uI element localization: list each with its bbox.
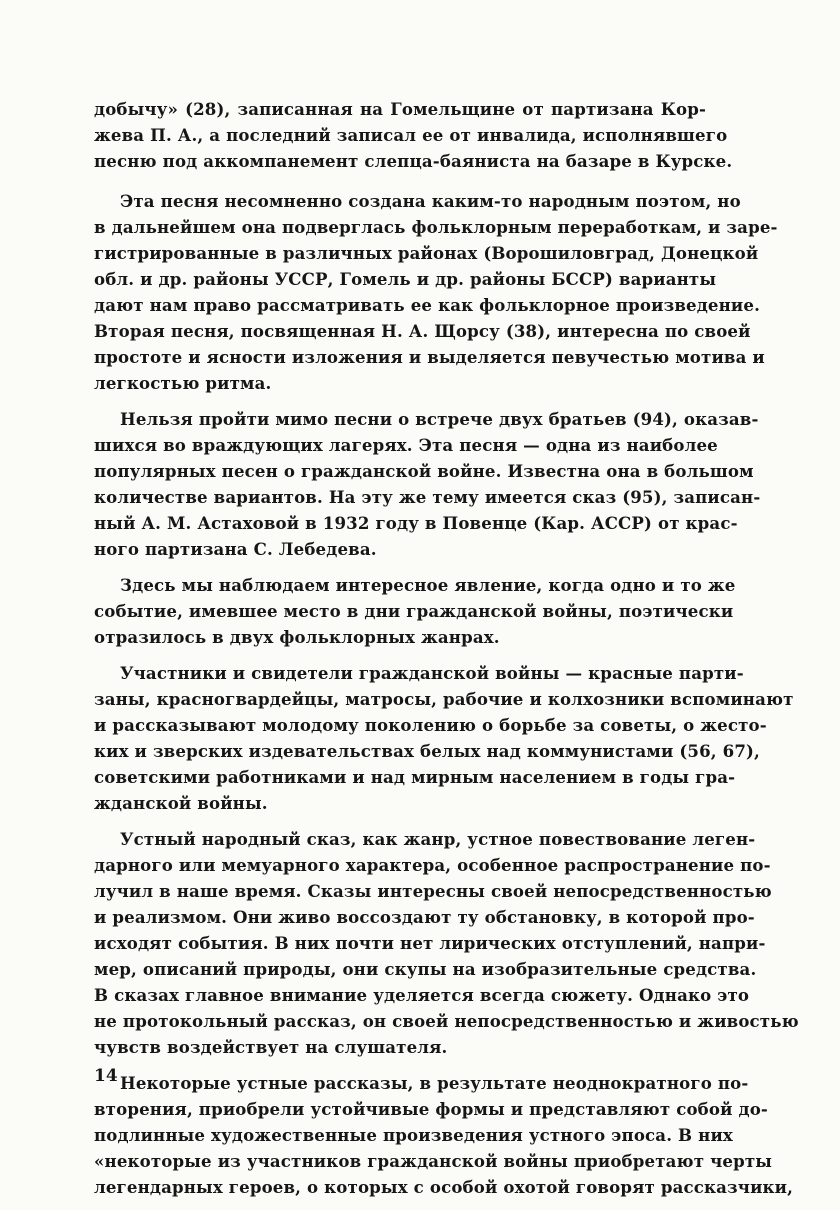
text-line: мер, описаний природы, они скупы на изобразительные средства. [94,959,757,979]
text-line: в дальнейшем она подверглась фольклорным переработкам, и заре- [94,217,778,237]
text-line: ного партизана С. Лебедева. [94,539,377,559]
paragraph-1 [94,96,733,174]
text-line: дарного или мемуарного характера, особенное распространение по- [94,855,771,875]
text-line: гистрированные в различных районах (Ворошиловград, Донецкой [94,243,759,263]
text-line: популярных песен о гражданской войне. Известна она в большом [94,461,754,481]
text-line: событие, имевшее место в дни гражданской войны, поэтически [94,601,734,621]
text-line: жданской войны. [94,793,268,813]
text-line: Устный народный сказ, как жанр, устное повествование леген- [120,829,756,849]
page-body [94,96,799,1210]
text-line: «некоторые из участников гражданской войны приобретают черты [94,1151,773,1171]
page-number: 14 [94,1066,118,1086]
text-line: Участники и свидетели гражданской войны — красные парти- [120,663,744,683]
text-line: исходят события. В них почти нет лирических отступлений, напри- [94,933,766,953]
text-line: подлинные художественные произведения устного эпоса. В них [94,1125,733,1145]
text-line: лучил в наше время. Сказы интересны своей непосредственностью [94,881,772,901]
text-line: обл. и др. районы УССР, Гомель и др. районы БССР) варианты [94,269,717,289]
text-line: легендарных героев, о которых с особой охотой говорят рассказчики, [94,1177,794,1197]
paragraph-7 [94,1070,794,1200]
text-line: песню под аккомпанемент слепца-баяниста на базаре в Курске. [94,151,733,171]
text-line: Здесь мы наблюдаем интересное явление, когда одно и то же [120,575,736,595]
text-line: количестве вариантов. На эту же тему имеется сказ (95), записан- [94,487,761,507]
text-line: Некоторые устные рассказы, в результате неоднократного по- [120,1073,749,1093]
paragraph-2 [94,188,778,396]
text-line: легкостью ритма. [94,373,272,393]
text-line: и рассказывают молодому поколению о борьбе за советы, о жесто- [94,715,767,735]
text-line: чувств воздействует на слушателя. [94,1037,448,1057]
text-line: шихся во враждующих лагерях. Эта песня — одна из наиболее [94,435,718,455]
text-line: простоте и ясности изложения и выделяется певучестью мотива и [94,347,765,367]
text-line: Нельзя пройти мимо песни о встрече двух братьев (94), оказав- [120,409,759,429]
text-line: и реализмом. Они живо воссоздают ту обстановку, в которой про- [94,907,755,927]
text-line: советскими работниками и над мирным населением в годы гра- [94,767,736,787]
text-line: заны, красногвардейцы, матросы, рабочие и колхозники вспоминают [94,689,794,709]
paragraph-6 [94,826,799,1060]
text-line: не протокольный рассказ, он своей непосредственностью и живостью [94,1011,799,1031]
text-line: жева П. А., а последний записал ее от инвалида, исполнявшего [94,125,728,145]
text-line: добычу» (28), записанная на Гомельщине от партизана Кор- [94,99,706,119]
text-line: В сказах главное внимание уделяется всегда сюжету. Однако это [94,985,750,1005]
text-line: ный А. М. Астаховой в 1932 году в Повенце (Кар. АССР) от крас- [94,513,738,533]
text-line: дают нам право рассматривать ее как фольклорное произведение. [94,295,761,315]
paragraph-3 [94,406,761,562]
text-line: Вторая песня, посвященная Н. А. Щорсу (38), интересна по своей [94,321,751,341]
text-line: вторения, приобрели устойчивые формы и представляют собой до- [94,1099,768,1119]
paragraph-4 [94,572,736,650]
text-line: отразилось в двух фольклорных жанрах. [94,627,500,647]
paragraph-5 [94,660,794,816]
text-line: ких и зверских издевательствах белых над коммунистами (56, 67), [94,741,760,761]
text-line: Эта песня несомненно создана каким-то народным поэтом, но [120,191,741,211]
